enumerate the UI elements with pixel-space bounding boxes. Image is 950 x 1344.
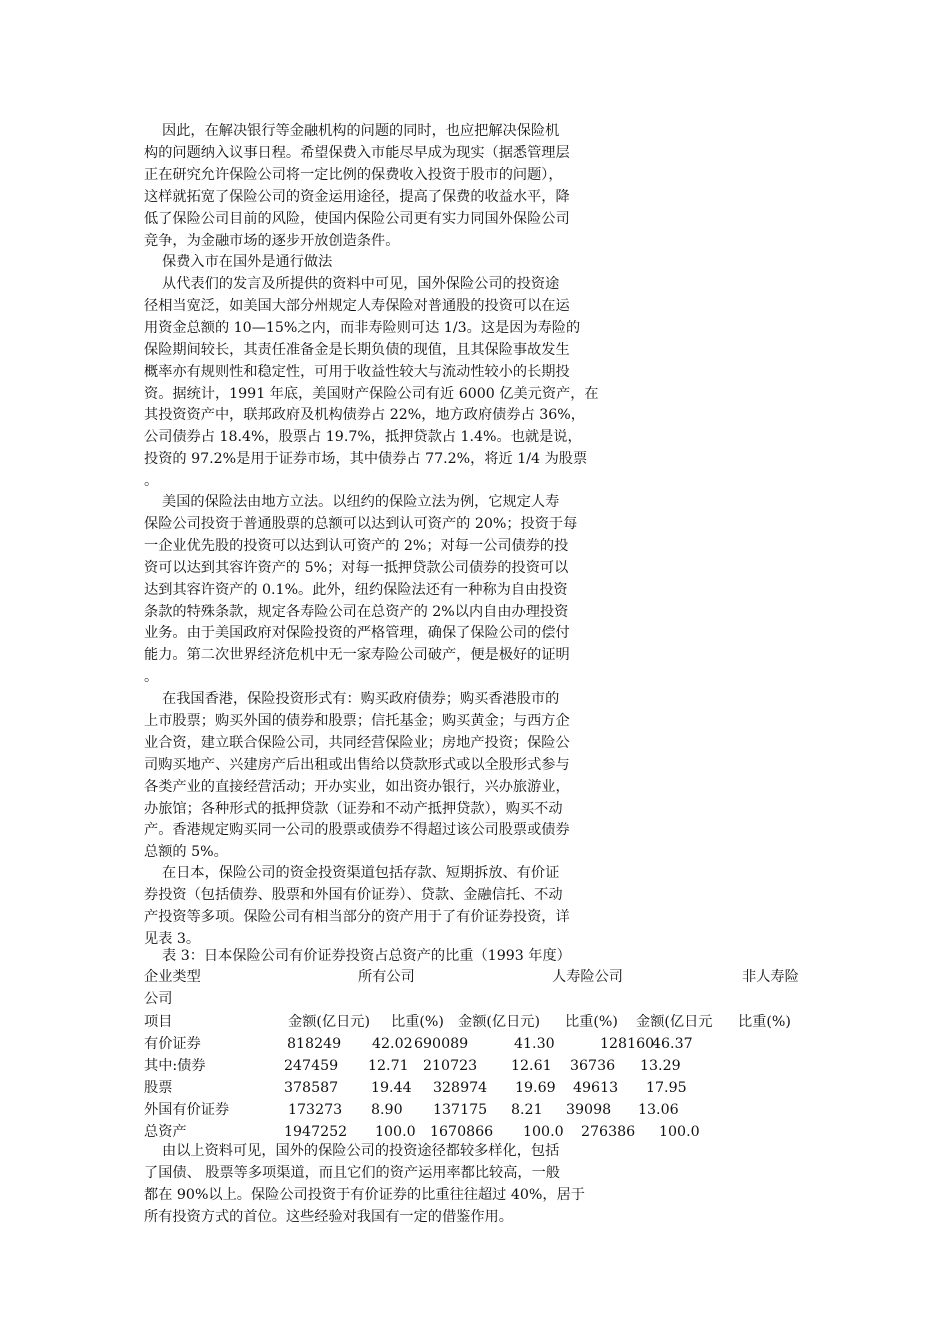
paragraph-line: 产。香港规定购买同一公司的股票或债券不得超过该公司股票或债券 — [144, 822, 570, 839]
paragraph-line: 美国的保险法由地方立法。以纽约的保险立法为例，它规定人寿 — [162, 494, 560, 510]
table-row-label: 外国有价证券 — [144, 1102, 230, 1118]
paragraph-line: 见表 3。 — [144, 930, 201, 947]
paragraph-line: 因此，在解决银行等金融机构的问题的同时，也应把解决保险机 — [162, 123, 560, 139]
paragraph-line: 正在研究允许保险公司将一定比例的保费收入投资于股市的问题）， — [144, 166, 563, 183]
paragraph-line: 保险公司投资于普通股票的总额可以达到认可资产的 20%；投资于每 — [144, 515, 578, 532]
table-column-header: 比重(%) — [565, 1014, 618, 1030]
paragraph-line: 各类产业的直接经营活动；开办实业，如出资办银行，兴办旅游业， — [144, 778, 570, 795]
table-cell: 137175 — [433, 1102, 488, 1118]
paragraph-line: 上市股票；购买外国的债券和股票；信托基金；购买黄金；与西方企 — [144, 712, 570, 729]
paragraph-line: 在日本，保险公司的资金投资渠道包括存款、短期拆放、有价证 — [162, 865, 560, 881]
table-header-group: 企业类型 — [144, 969, 201, 985]
paragraph-line: 从代表们的发言及所提供的资料中可见，国外保险公司的投资途 — [162, 276, 560, 292]
paragraph-line: 投资的 97.2%是用于证券市场，其中债券占 77.2%，将近 1/4 为股票 — [144, 451, 588, 468]
table-cell: 100.0 — [375, 1124, 416, 1140]
table-cell: 36736 — [570, 1058, 616, 1074]
paragraph-line: 所有投资方式的首位。这些经验对我国有一定的借鉴作用。 — [144, 1208, 513, 1225]
table-column-header: 比重(%) — [391, 1014, 444, 1030]
table-column-header: 金额(亿日元 — [636, 1014, 713, 1030]
table-column-header: 比重(%) — [738, 1014, 791, 1030]
table-row-label: 有价证券 — [144, 1036, 201, 1052]
table-header-group: 所有公司 — [358, 969, 415, 985]
table-cell: 100.0 — [523, 1124, 564, 1140]
table-cell: 276386 — [581, 1124, 636, 1140]
paragraph-line: 资可以达到其容许资产的 5%；对每一抵押贷款公司债券的投资可以 — [144, 559, 569, 576]
table-cell: 13.06 — [638, 1102, 679, 1118]
paragraph-line: 竞争，为金融市场的逐步开放创造条件。 — [144, 232, 400, 249]
paragraph-line: 能力。第二次世界经济危机中无一家寿险公司破产，便是极好的证明 — [144, 647, 570, 664]
table-header-group: 非人寿险 — [742, 969, 799, 985]
table-cell: 1670866 — [430, 1124, 494, 1140]
table-row-label: 股票 — [144, 1080, 173, 1096]
paragraph-line: 径相当宽泛，如美国大部分州规定人寿保险对普通股的投资可以在运 — [144, 297, 570, 314]
table-column-header: 项目 — [144, 1014, 173, 1030]
table-cell: 128160 — [600, 1036, 655, 1052]
table-cell: 690089 — [414, 1036, 469, 1052]
paragraph-line: 构的问题纳入议事日程。希望保费入市能尽早成为现实（据悉管理层 — [144, 144, 570, 161]
table-cell: 17.95 — [646, 1080, 687, 1096]
paragraph-line: 总额的 5%。 — [144, 844, 228, 861]
paragraph-line: 资。据统计，1991 年底，美国财产保险公司有近 6000 亿美元资产，在 — [144, 385, 599, 402]
table-caption: 表 3：日本保险公司有价证券投资占总资产的比重（1993 年度） — [162, 948, 571, 964]
table-cell: 818249 — [287, 1036, 342, 1052]
table-column-header: 金额(亿日元) — [458, 1014, 541, 1030]
paragraph-line: 办旅馆；各种形式的抵押贷款（证券和不动产抵押贷款），购买不动 — [144, 800, 563, 817]
table-cell: 328974 — [433, 1080, 488, 1096]
paragraph-line: 其投资资产中，联邦政府及机构债券占 22%，地方政府债券占 36%， — [144, 407, 585, 424]
paragraph-line: 业合资，建立联合保险公司，共同经营保险业；房地产投资；保险公 — [144, 734, 570, 751]
table-cell: 19.44 — [371, 1080, 412, 1096]
table-cell: 173273 — [288, 1102, 343, 1118]
paragraph-line: 券投资（包括债券、股票和外国有价证券）、贷款、金融信托、不动 — [144, 886, 563, 903]
table-cell: 378587 — [284, 1080, 339, 1096]
paragraph-line: 司购买地产、兴建房产后出租或出售给以贷款形式或以全股形式参与 — [144, 756, 570, 773]
paragraph-line: 低了保险公司目前的风险，使国内保险公司更有实力同国外保险公司 — [144, 210, 570, 227]
table-cell: 41.30 — [514, 1036, 555, 1052]
table-cell: 39098 — [566, 1102, 612, 1118]
paragraph-line: 在我国香港，保险投资形式有：购买政府债券；购买香港股市的 — [162, 691, 560, 707]
paragraph-line: 由以上资料可见，国外的保险公司的投资途径都较多样化，包括 — [162, 1143, 560, 1159]
table-cell: 12.71 — [368, 1058, 409, 1074]
table-header-group: 人寿险公司 — [552, 969, 623, 985]
table-cell: 42.02 — [372, 1036, 413, 1052]
table-cell: 46.37 — [652, 1036, 693, 1052]
paragraph-line: 保险期间较长，其责任准备金是长期负债的现值，且其保险事故发生 — [144, 341, 570, 358]
paragraph-line: 概率亦有规则性和稳定性，可用于收益性较大与流动性较小的长期投 — [144, 363, 570, 380]
table-column-header: 金额(亿日元) — [288, 1014, 371, 1030]
table-cell: 100.0 — [659, 1124, 700, 1140]
table-cell: 19.69 — [515, 1080, 556, 1096]
paragraph-line: 公司债券占 18.4%，股票占 19.7%，抵押贷款占 1.4%。也就是说， — [144, 429, 582, 446]
paragraph-line: 产投资等多项。保险公司有相当部分的资产用于了有价证券投资，详 — [144, 908, 570, 925]
table-cell: 247459 — [284, 1058, 339, 1074]
table-cell: 1947252 — [284, 1124, 348, 1140]
section-heading: 保费入市在国外是通行做法 — [162, 254, 333, 270]
paragraph-line: 用资金总额的 10—15%之内，而非寿险则可达 1/3。这是因为寿险的 — [144, 319, 581, 336]
table-cell: 8.90 — [371, 1102, 403, 1118]
paragraph-line: 达到其容许资产的 0.1%。此外，纽约保险法还有一种称为自由投资 — [144, 581, 568, 598]
paragraph-line: 条款的特殊条款，规定各寿险公司在总资产的 2%以内自由办理投资 — [144, 603, 569, 620]
paragraph-line: 。 — [144, 669, 159, 686]
table-cell: 210723 — [423, 1058, 478, 1074]
table-cell: 49613 — [573, 1080, 619, 1096]
table-cell: 13.29 — [640, 1058, 681, 1074]
table-header-group: 公司 — [144, 991, 173, 1007]
table-cell: 12.61 — [511, 1058, 552, 1074]
table-cell: 8.21 — [511, 1102, 543, 1118]
table-row-label: 总资产 — [144, 1124, 187, 1140]
paragraph-line: 一企业优先股的投资可以达到认可资产的 2%；对每一公司债券的投 — [144, 537, 569, 554]
paragraph-line: 这样就拓宽了保险公司的资金运用途径，提高了保费的收益水平，降 — [144, 188, 570, 205]
paragraph-line: 。 — [144, 473, 159, 490]
paragraph-line: 了国债、 股票等多项渠道，而且它们的资产运用率都比较高，一般 — [144, 1164, 560, 1181]
table-row-label: 其中:债券 — [144, 1058, 206, 1074]
paragraph-line: 业务。由于美国政府对保险投资的严格管理，确保了保险公司的偿付 — [144, 625, 570, 642]
paragraph-line: 都在 90%以上。保险公司投资于有价证券的比重往往超过 40%，居于 — [144, 1186, 585, 1203]
